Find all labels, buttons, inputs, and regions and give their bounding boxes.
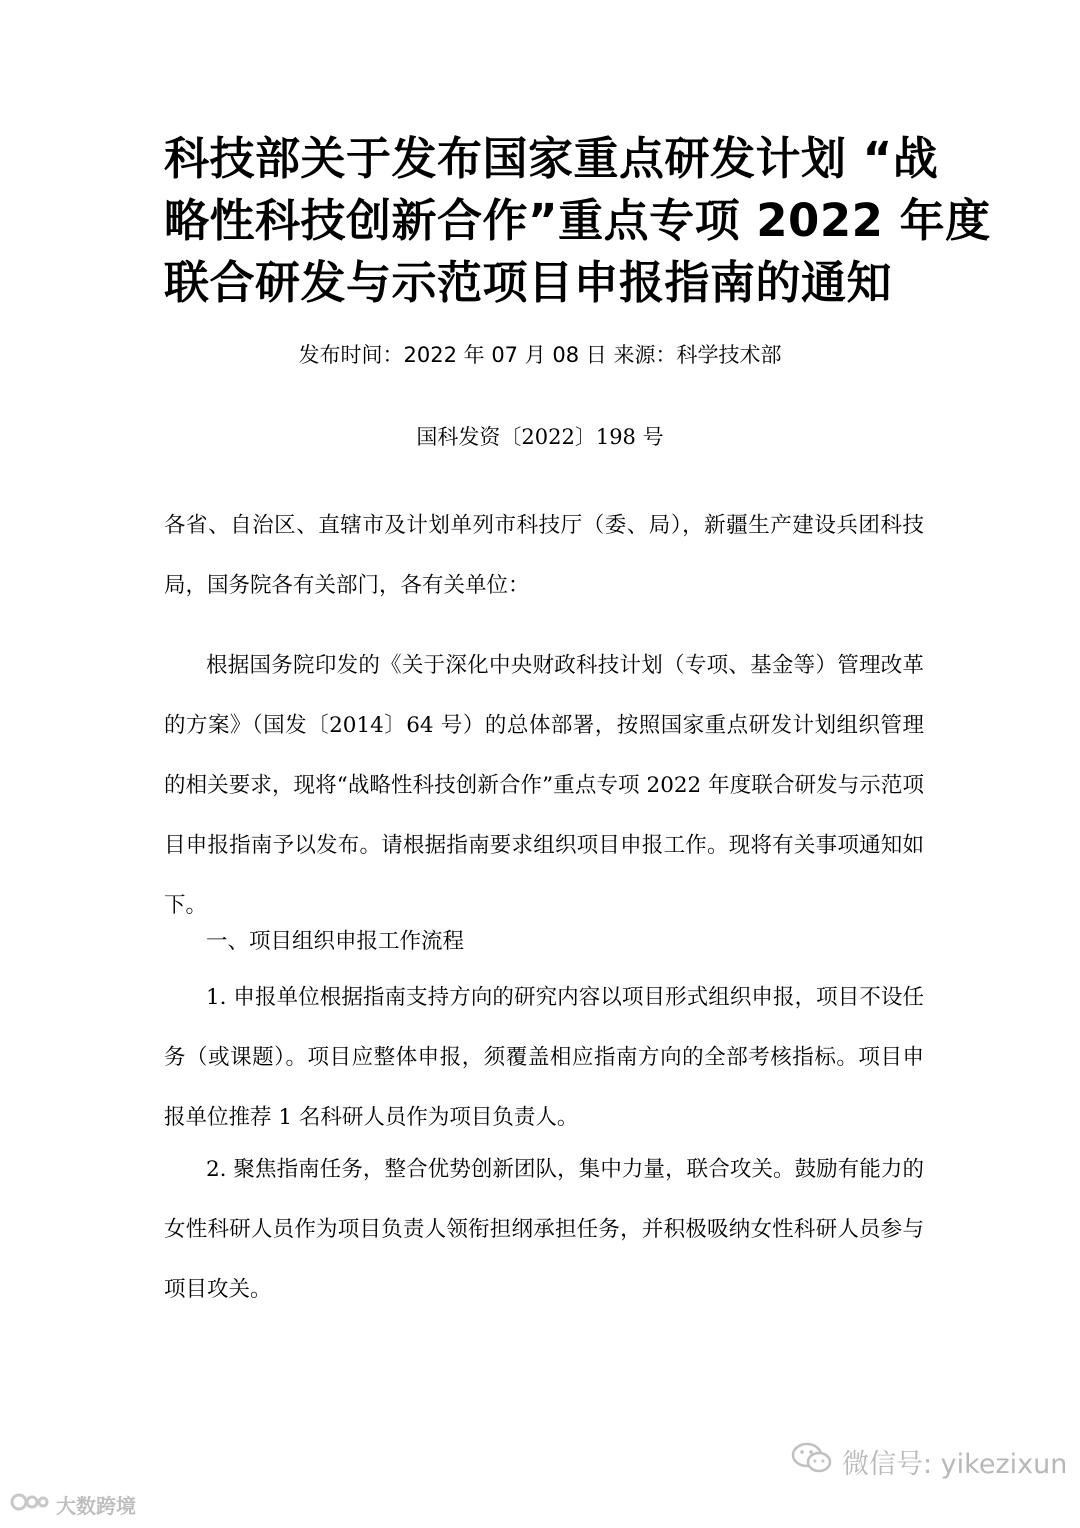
watermark-right-text: 微信号: yikezixun [842,1449,1068,1480]
watermark-left [10,1490,136,1519]
list-item-2: 2. 聚焦指南任务，整合优势创新团队，集中力量，联合攻关。鼓励有能力的女性科研人员作为项目负责人领衔担纲承担任务，并积极吸纳女性科研人员参与项目攻关。 [164,1157,924,1302]
title-line-3: 联合研发与示范项目申报指南的通知 [164,256,893,309]
title-line-1: 科技部关于发布国家重点研发计划 “战 [164,132,939,185]
document-number: 国科发资〔2022〕198 号 [416,425,664,449]
document-title [164,128,991,314]
watermark-right [790,1440,1067,1483]
watermark-left-text: 大数跨境 [56,1494,136,1518]
logo-icon [10,1491,52,1518]
publish-meta: 发布时间：2022 年 07 月 08 日 来源：科学技术部 [298,343,782,367]
wechat-icon [790,1440,834,1483]
section-heading: 一、项目组织申报工作流程 [206,929,465,954]
title-line-2: 略性科技创新合作”重点专项 2022 年度 [164,194,991,247]
intro-paragraph: 根据国务院印发的《关于深化中央财政科技计划（专项、基金等）管理改革的方案》（国发〔2014〕64 号）的总体部署，按照国家重点研发计划组织管理的相关要求，现将“战略性科技创新合作”重点专项 2022 年度联合研发与示范项目申报指南予以发布。请根据指南要求组织项目申报工作。现将有关事项通知如下。 [164,653,924,918]
address-paragraph: 各省、自治区、直辖市及计划单列市科技厅（委、局），新疆生产建设兵团科技局，国务院各有关部门，各有关单位： [164,513,924,598]
list-item-1: 1. 申报单位根据指南支持方向的研究内容以项目形式组织申报，项目不设任务（或课题）。项目应整体申报，须覆盖相应指南方向的全部考核指标。项目申报单位推荐 1 名科研人员作为项目负责人。 [164,985,924,1130]
